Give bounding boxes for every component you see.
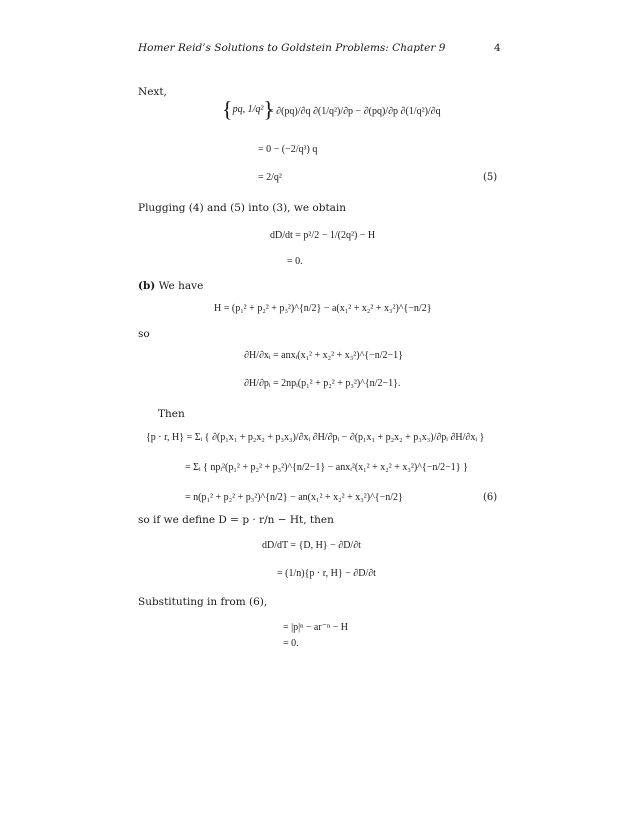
- para-substituting: Substituting in from (6),: [138, 596, 268, 608]
- running-header: Homer Reid’s Solutions to Goldstein Problems: Chapter 9: [138, 42, 446, 54]
- eq-pb-line3: = 2/q²: [258, 172, 282, 183]
- para-next: Next,: [138, 86, 167, 98]
- eq-dH-dp: ∂H/∂pᵢ = 2npᵢ(p₁² + p₂² + p₃²)^{n/2−1}.: [244, 378, 401, 389]
- para-so: so: [138, 328, 150, 340]
- para-plugging: Plugging (4) and (5) into (3), we obtain: [138, 202, 347, 214]
- part-b-we-have: We have: [158, 280, 204, 292]
- eq-hamiltonian: H = (p₁² + p₂² + p₃²)^{n/2} − a(x₁² + x₂² + x₃²)^{−n/2}: [214, 303, 432, 314]
- eq-dDdt-line2: = 0.: [287, 256, 303, 267]
- part-b-label: (b): [138, 280, 156, 292]
- eq-pb-lhs-text: pq, 1/q²: [232, 104, 264, 115]
- eq-number-5: (5): [483, 172, 498, 183]
- eq-dDdT-line1: dD/dT = {D, H} − ∂D/∂t: [262, 540, 361, 551]
- eq-pr-line2: = Σᵢ { npᵢ²(p₁² + p₂² + p₃²)^{n/2−1} − anxᵢ²(x₁² + x₂² + x₃²)^{−n/2−1} }: [185, 462, 468, 473]
- eq-pr-line3: = n(p₁² + p₂² + p₃²)^{n/2} − an(x₁² + x₂² + x₃²)^{−n/2}: [185, 492, 403, 503]
- eq-pb-line1: = ∂(pq)/∂q ∂(1/q²)/∂p − ∂(pq)/∂p ∂(1/q²)/∂q: [268, 106, 441, 117]
- para-then: Then: [158, 408, 185, 420]
- para-part-b: [138, 280, 203, 292]
- eq-dDdT-line2: = (1/n){p · r, H} − ∂D/∂t: [277, 568, 376, 579]
- page-number: 4: [494, 42, 501, 54]
- eq-pr-line1: {p · r, H} = Σᵢ { ∂(p₁x₁ + p₂x₂ + p₃x₃)/∂xᵢ ∂H/∂pᵢ − ∂(p₁x₁ + p₂x₂ + p₃x₃)/∂pᵢ ∂H/∂xᵢ }: [146, 432, 485, 443]
- eq-pb-line2: = 0 − (−2/q³) q: [258, 144, 318, 155]
- eq-dH-dx: ∂H/∂xᵢ = anxᵢ(x₁² + x₂² + x₃²)^{−n/2−1}: [244, 350, 403, 361]
- para-so-define: so if we define D = p · r/n − Ht, then: [138, 514, 334, 526]
- eq-dDdt-line1: dD/dt = p²/2 − 1/(2q²) − H: [270, 230, 376, 241]
- eq-pb-lhs: {pq, 1/q²}: [222, 96, 274, 122]
- eq-number-6: (6): [483, 492, 498, 503]
- eq-final-line1: = |p|ⁿ − ar⁻ⁿ − H: [283, 622, 348, 633]
- eq-final-line2: = 0.: [283, 638, 299, 649]
